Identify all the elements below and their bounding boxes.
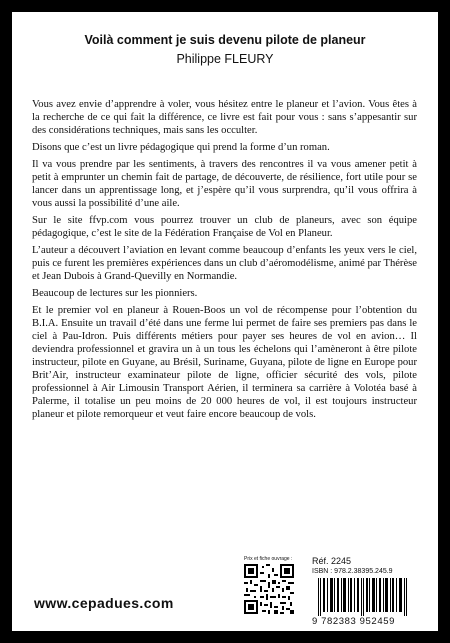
book-title: Voilà comment je suis devenu pilote de planeur [84, 33, 366, 47]
paragraph: Beaucoup de lectures sur les pionniers. [32, 288, 198, 299]
publisher-url[interactable]: www.cepadues.com [34, 595, 174, 611]
paragraph: L’auteur a découvert l’aviation en levant comme beaucoup d’enfants les yeux vers le ciel, puis ce furent les premières expériences dans un club d’aéromodélisme, animé par Thérèse et Jean Dubois à Grand-Quevilly en Normandie. [32, 245, 417, 282]
barcode-number: 9 782383 952459 [312, 616, 395, 627]
synopsis [32, 98, 417, 425]
paragraph: Vous avez envie d’apprendre à voler, vous hésitez entre le planeur et l’avion. Vous êtes à la recherche de ce qui fait la différence, ce livre est fait pour vous : sans s’appesantir sur des considérations techniques, mais sans les occulter. [32, 99, 417, 136]
qr-label: Prix et fiche ouvrage : [244, 556, 293, 562]
paragraph: Sur le site ffvp.com vous pourrez trouver un club de planeurs, avec son équipe pédagogique, c’est le site de la Fédération Française de Vol en Planeur. [32, 215, 417, 239]
paragraph: Il va vous prendre par les sentiments, à travers des rencontres il va vous amener petit à petit à emprunter un chemin fait de partage, de découverte, de résilience, fort utile pour se lancer dans un apprentissage long, et j’espère qu’il vous surprendra, qu’il vous offrira à vous aussi la possibilité d’une aile. [32, 159, 417, 209]
cover-panel [12, 12, 438, 631]
barcode-icon [312, 578, 416, 616]
reference-number: Réf. 2245 [312, 556, 352, 566]
paragraph: Disons que c’est un livre pédagogique qui prend la forme d’un roman. [32, 142, 330, 153]
paragraph: Et le premier vol en planeur à Rouen-Boos un vol de récompense pour l’obtention du B.I.A. Ensuite un travail d’été dans une ferme lui permet de faire ses premiers pas dans le ciel à Pau-Idron. Puis différents métiers pour payer ses heures de vol en avion… Il deviendra professionnel et gravira un à un tous les échelons qui l’amèneront à être pilote instructeur, pilote en Guyane, au Brésil, Suriname, Guyana, pilote de ligne en Europe pour Brit’Air, instructeur examinateur pilote de ligne, officier sécurité des vols, pilote professionnel à Air Limousin Transport Aérien, il terminera sa carrière à Volotéa basé à Palerme, il totalise un peu moins de 20 000 heures de vol, il est toujours instructeur planeur et pilote remorqueur et veut faire encore beaucoup de vols. [32, 305, 417, 420]
qr-code-icon[interactable] [244, 564, 294, 614]
qr-block [244, 556, 300, 614]
reference-block [312, 556, 420, 627]
isbn-number: ISBN : 978.2.38395.245.9 [312, 568, 393, 575]
author-name: Philippe FLEURY [176, 52, 274, 66]
